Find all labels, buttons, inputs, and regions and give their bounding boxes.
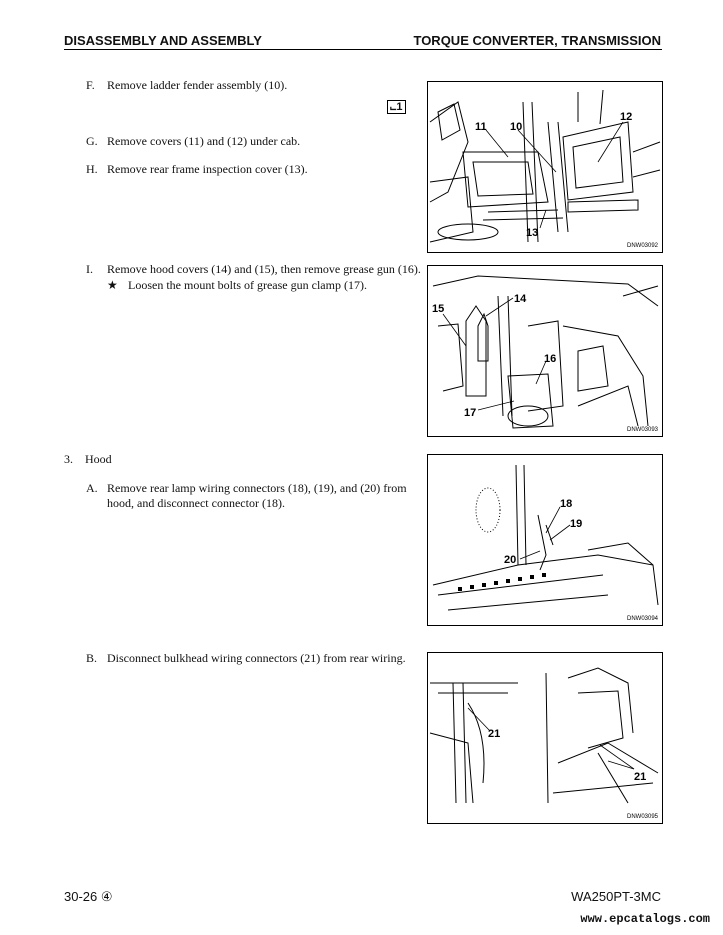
figure-cab-covers xyxy=(427,81,663,253)
step-text: Disconnect bulkhead wiring connectors (21) from rear wiring. xyxy=(107,651,406,665)
cab-covers-drawing xyxy=(428,82,662,252)
callout-19: 19 xyxy=(570,518,583,530)
callout-11: 11 xyxy=(475,121,487,133)
step-i xyxy=(86,262,421,277)
step-text-line-2: hood, and disconnect connector (18). xyxy=(107,496,285,510)
figure-code: DNW03095 xyxy=(626,814,658,820)
step-i-note xyxy=(107,278,417,293)
step-letter: G. xyxy=(86,134,98,148)
step-g xyxy=(86,134,416,149)
callout-20: 20 xyxy=(504,554,517,566)
step-letter: H. xyxy=(86,162,98,176)
figure-code: DNW03092 xyxy=(626,243,658,249)
model-number: WA250PT-3MC xyxy=(571,889,661,904)
rear-lamp-connectors-drawing xyxy=(428,455,662,625)
star-icon: ★ xyxy=(107,278,118,292)
header-section-title: DISASSEMBLY AND ASSEMBLY xyxy=(64,33,262,48)
callout-18: 18 xyxy=(560,498,573,510)
section-title: Hood xyxy=(85,452,112,466)
section-3-heading xyxy=(64,452,164,467)
callout-21-left: 21 xyxy=(488,728,501,740)
header-rule xyxy=(64,49,662,50)
figure-hood-covers xyxy=(427,265,663,437)
step-f xyxy=(86,78,416,93)
step-text: Remove ladder fender assembly (10). xyxy=(107,78,288,92)
step-text-line-1: Remove rear lamp wiring connectors (18), (19), and (20) from xyxy=(107,481,407,495)
callout-17: 17 xyxy=(464,407,477,419)
callout-21-right: 21 xyxy=(634,771,647,783)
section-number: 3. xyxy=(64,452,73,466)
header-chapter-title: TORQUE CONVERTER, TRANSMISSION xyxy=(413,33,661,48)
callout-12: 12 xyxy=(620,111,633,123)
figure-bulkhead-connectors xyxy=(427,652,663,824)
watermark-url[interactable]: www.epcatalogs.com xyxy=(580,912,710,926)
reference-mark: ⨽1 xyxy=(387,100,406,114)
page-number: 30-26 ④ xyxy=(64,889,113,904)
callout-10: 10 xyxy=(510,121,523,133)
step-letter: B. xyxy=(86,651,98,665)
bulkhead-connectors-drawing xyxy=(428,653,662,823)
step-text: Remove rear frame inspection cover (13). xyxy=(107,162,308,176)
figure-code: DNW03094 xyxy=(626,616,658,622)
note-text: Loosen the mount bolts of grease gun clamp (17). xyxy=(128,278,367,292)
callout-16: 16 xyxy=(544,353,557,365)
step-text: Remove hood covers (14) and (15), then remove grease gun (16). xyxy=(107,262,421,276)
step-letter: A. xyxy=(86,481,98,495)
figure-code: DNW03093 xyxy=(626,427,658,433)
callout-15: 15 xyxy=(432,303,445,315)
step-text: Remove covers (11) and (12) under cab. xyxy=(107,134,301,148)
step-h xyxy=(86,162,416,177)
step-letter: I. xyxy=(86,262,93,276)
step-a xyxy=(86,481,421,511)
callout-14: 14 xyxy=(514,293,527,305)
step-letter: F. xyxy=(86,78,95,92)
callout-13: 13 xyxy=(526,227,539,239)
figure-rear-lamp-connectors xyxy=(427,454,663,626)
hood-covers-drawing xyxy=(428,266,662,436)
step-b xyxy=(86,651,421,666)
